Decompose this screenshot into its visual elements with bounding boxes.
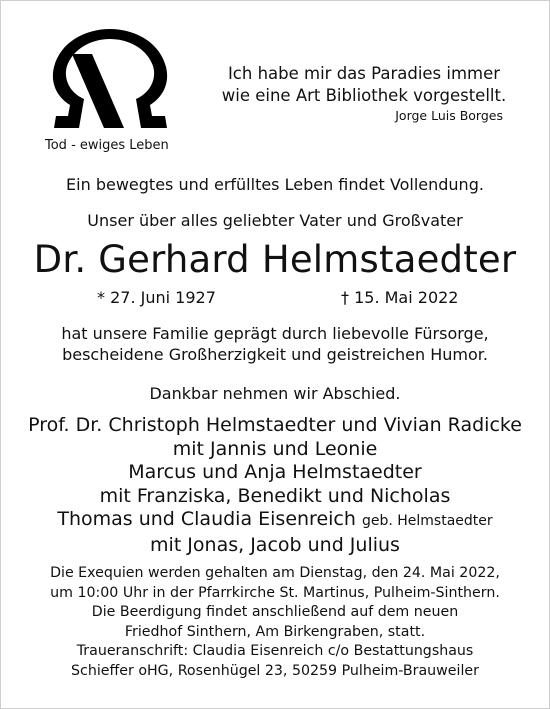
service-line: Friedhof Sinthern, Am Birkengraben, statt. — [124, 623, 426, 640]
family-list — [1, 414, 549, 557]
service-line: um 10:00 Uhr in der Pfarrkirche St. Martinus, Pulheim-Sinthern. — [50, 584, 500, 601]
tribute-text — [1, 323, 549, 365]
service-line: Die Beerdigung findet anschließend auf dem neuen — [91, 604, 459, 620]
quote-line: wie eine Art Bibliothek vorgestellt. — [221, 86, 507, 105]
maiden-name: geb. Helmstaedter — [361, 513, 493, 529]
intro-line: Unser über alles geliebter Vater und Großvater — [87, 211, 463, 230]
service-line: Traueranschrift: Claudia Eisenreich c/o Bestattungshaus — [76, 643, 474, 659]
birth-date: * 27. Juni 1927 — [97, 288, 216, 307]
logo-caption: Tod - ewiges Leben — [45, 138, 169, 153]
tribute-line: bescheidene Großherzigkeit und geistreichen Humor. — [62, 345, 488, 364]
quote — [214, 63, 514, 107]
quote-line: Ich habe mir das Paradies immer — [227, 64, 501, 83]
family-line: mit Jonas, Jacob und Julius — [150, 533, 400, 556]
family-names: Thomas und Claudia Eisenreich — [57, 508, 356, 530]
deceased-name: Dr. Gerhard Helmstaedter — [33, 238, 517, 281]
family-line: Prof. Dr. Christoph Helmstaedter und Vivian Radicke — [28, 414, 522, 436]
tribute-line: hat unsere Familie geprägt durch liebevolle Fürsorge, — [61, 324, 489, 343]
family-line: mit Jannis und Leonie — [172, 437, 378, 460]
service-details — [1, 564, 549, 681]
death-date: † 15. Mai 2022 — [341, 288, 459, 307]
intro-line: Ein bewegtes und erfülltes Leben findet Vollendung. — [66, 175, 484, 194]
farewell-line: Dankbar nehmen wir Abschied. — [149, 384, 401, 403]
family-line: Marcus und Anja Helmstaedter — [128, 461, 422, 483]
service-line: Die Exequien werden gehalten am Dienstag, den 24. Mai 2022, — [50, 565, 500, 581]
service-line: Schieffer oHG, Rosenhügel 23, 50259 Pulheim-Brauweiler — [71, 662, 479, 679]
family-line: mit Franziska, Benedikt und Nicholas — [99, 484, 451, 507]
alpha-omega-logo-icon — [48, 29, 173, 129]
quote-author: Jorge Luis Borges — [395, 108, 503, 123]
family-line — [1, 508, 549, 534]
